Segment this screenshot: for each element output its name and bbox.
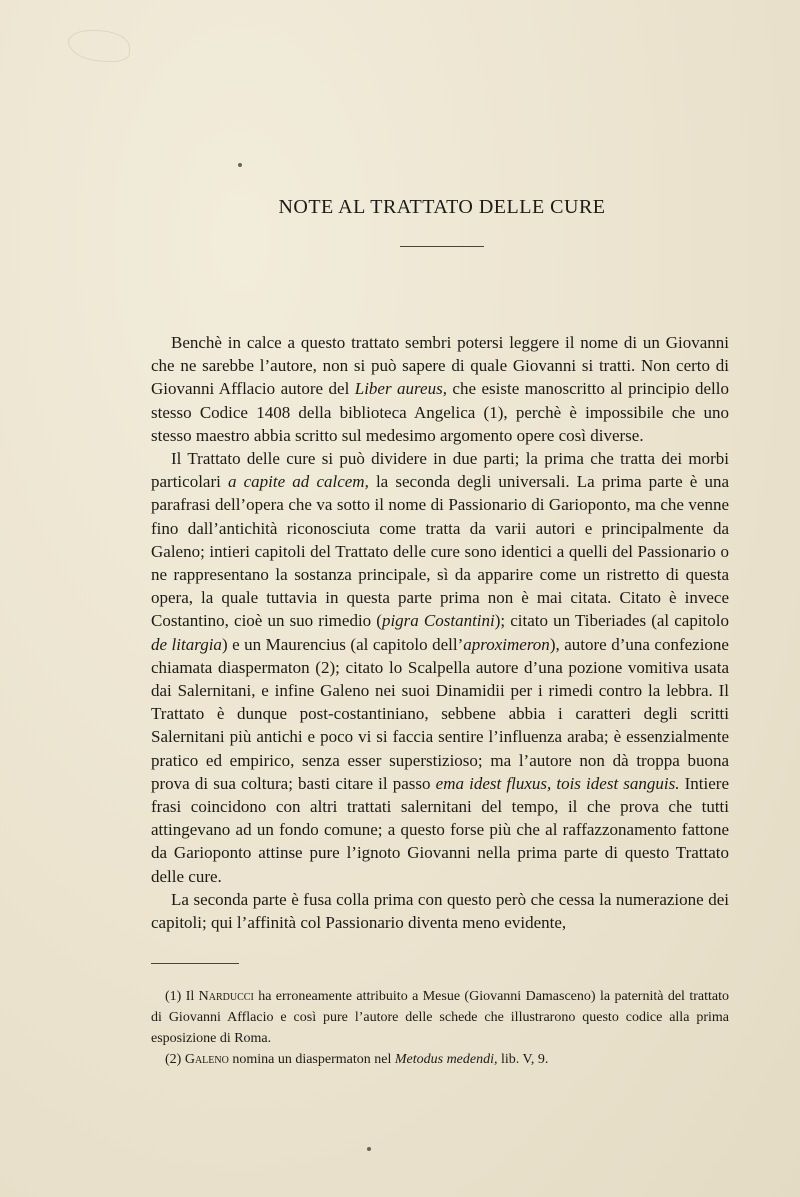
text-run: Intiere frasi coincidono con altri trattati salernitani del tempo, il che prova che tutti attingevano ad un fondo comune; a questo forse più che al raffazzonamento fattone da Garioponto attinse pure l’ignoto Giovanni nella prima parte di questo Trattato delle cure.: [151, 773, 730, 886]
text-run: lib. V, 9.: [497, 1052, 549, 1067]
italic-run: pigra Costantini: [381, 611, 495, 631]
text-run: (1) Il: [165, 989, 199, 1004]
text-run: nomina un diaspermaton nel: [228, 1052, 395, 1067]
author-name: Narducci: [198, 989, 254, 1004]
italic-run: de litargia: [151, 634, 222, 654]
italic-run: ema idest fluxus, tois idest sanguis.: [435, 773, 680, 793]
body-text: [151, 331, 729, 934]
text-run: ha erroneamente attribuito a Mesue (Giovanni Damasceno) la paternità del trattato di Giovanni Afflacio e così pure l’autore delle schede che illustrarono questo codice alla prima esposizione di Roma.: [151, 989, 729, 1046]
footnotes: [151, 986, 729, 1070]
text-run: Il Trattato delle cure si può dividere in due parti; la prima che tratta dei morbi particolari: [151, 449, 729, 492]
text-run: Benchè in calce a questo trattato sembri potersi leggere il nome di un Giovanni che ne sarebbe l’autore, non si può sapere di quale Giovanni si tratti. Non certo di Giovanni Afflacio autore del: [151, 333, 729, 399]
footnote: [151, 986, 729, 1049]
italic-run: Liber aureus,: [354, 379, 447, 399]
text-run: La seconda parte è fusa colla prima con questo però che cessa la numerazione dei capitoli; qui l’affinità col Passionario diventa meno evidente,: [151, 889, 729, 933]
footnote-divider: [151, 963, 239, 964]
text-run: ); citato un Tiberiades (al capitolo: [494, 611, 730, 631]
page-speck: [367, 1147, 371, 1151]
italic-run: aproximeron: [463, 634, 550, 654]
text-run: (2): [165, 1052, 185, 1067]
paper-stain: [68, 30, 130, 62]
paragraph: [151, 331, 729, 447]
page-title: NOTE AL TRATTATO DELLE CURE: [278, 196, 606, 218]
italic-run: Metodus medendi,: [394, 1052, 498, 1067]
author-name: Galeno: [184, 1052, 229, 1067]
italic-run: a capite ad calcem,: [228, 472, 369, 492]
text-run: che esiste manoscritto al principio dello stesso Codice 1408 della biblioteca Angelica (1), perchè è impossibile che uno stesso maestro abbia scritto sul medesimo argomento opere così diverse.: [151, 379, 729, 445]
page-speck: [238, 163, 242, 167]
text-run: la seconda degli universali. La prima parte è una parafrasi dell’opera che va sotto il nome di Passionario di Garioponto, ma che venne fino dall’antichità riconosciuta come tratta da varii autori e principalmente da Galeno; intieri capitoli del Trattato delle cure sono identici a quelli del Passionario o ne rappresentano la sostanza principale, sì da apparire come un ristretto di questa opera, la quale tuttavia in questa parte prima non è mai citata. Citato è invece Costantino, cioè un suo rimedio (: [151, 472, 729, 631]
paragraph: [151, 888, 729, 934]
title-divider: [400, 246, 484, 247]
text-run: ), autore d’una confezione chiamata diaspermaton (2); citato lo Scalpella autore d’una pozione vomitiva usata dai Salernitani, e infine Galeno nei suoi Dinamidii per i rimedi contro la lebbra. Il Trattato è dunque post-costantiniano, sebbene abbia i caratteri degli scritti Salernitani più antichi e poco vi si faccia sentire l’influenza araba; è essenzialmente pratico ed empirico, senza esser superstizioso; ma l’autore non dà troppa buona prova di sua coltura; basti citare il passo: [151, 634, 729, 793]
paragraph: [151, 447, 729, 888]
footnote: [151, 1049, 729, 1070]
text-run: ) e un Maurencius (al capitolo dell’: [221, 634, 464, 654]
